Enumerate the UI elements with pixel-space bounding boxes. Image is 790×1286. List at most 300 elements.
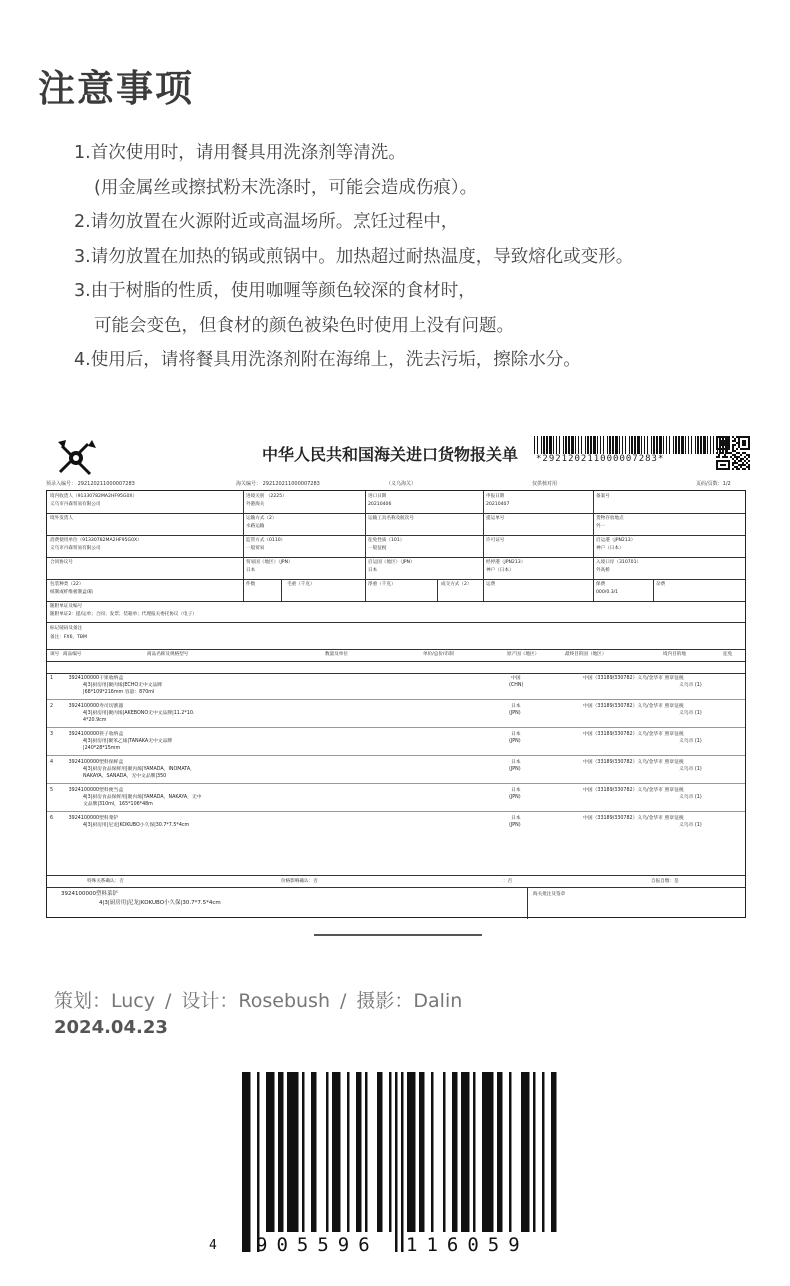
credit-separator: / bbox=[340, 990, 347, 1012]
qr-module bbox=[732, 448, 734, 450]
trade-country-label: 贸易国（地区）（JPN） bbox=[246, 560, 293, 565]
consumer-label: 消费使用单位（91330782MA2HF95G0X） bbox=[50, 538, 142, 543]
customs-sign-label: 海关批注及签章 bbox=[533, 892, 566, 897]
barcode-bar bbox=[389, 1072, 392, 1232]
supervision-value: 一般贸易 bbox=[246, 546, 265, 551]
qr-module bbox=[734, 466, 736, 468]
item-no: 4 bbox=[50, 760, 54, 765]
declaration-barcode bbox=[534, 436, 728, 454]
barcode-bar bbox=[571, 436, 574, 454]
qr-module bbox=[728, 466, 730, 468]
confirm-price: 价格影响确认：否 bbox=[281, 879, 318, 884]
barcode-bar bbox=[407, 1072, 416, 1232]
item-row bbox=[50, 731, 123, 738]
barcode-bar bbox=[673, 436, 674, 454]
qr-module bbox=[748, 436, 750, 438]
supervision-label: 监管方式（0110） bbox=[246, 538, 286, 543]
item-name: 塑料保鲜盒 bbox=[99, 760, 124, 765]
docs-value: 随附单证2：提/运单；合同；发票；装箱单；代理报关委托协议（电子） bbox=[50, 612, 197, 617]
qr-module bbox=[744, 456, 746, 458]
barcode-bar bbox=[622, 436, 623, 454]
page-title: 注意事项 bbox=[38, 67, 194, 110]
barcode-bar bbox=[543, 436, 545, 454]
dest-label: 货物存放地点 bbox=[596, 516, 624, 521]
qr-module bbox=[748, 456, 750, 458]
declaration-table bbox=[46, 490, 746, 918]
dest-value: 外一 bbox=[596, 524, 606, 529]
qr-module bbox=[734, 438, 736, 440]
barcode-bar bbox=[551, 1072, 557, 1232]
barcode-bar bbox=[663, 436, 664, 454]
qr-module bbox=[718, 436, 720, 438]
record-label: 备案号 bbox=[596, 494, 610, 499]
item-dest2: 义乌市 (1) bbox=[679, 823, 702, 828]
item-dest2: 义乌市 (1) bbox=[679, 683, 702, 688]
barcode-bar bbox=[647, 436, 648, 454]
item-spec: 4*20.9cm bbox=[83, 718, 107, 723]
qr-module bbox=[722, 440, 724, 442]
qr-module bbox=[722, 442, 724, 444]
item-row bbox=[50, 759, 123, 766]
entry-point-label: 入境口岸（310701） bbox=[596, 560, 642, 565]
qr-module bbox=[724, 464, 726, 466]
item-dest2: 义乌市 (1) bbox=[679, 739, 702, 744]
qr-module bbox=[716, 462, 718, 464]
item-origin-code: (JPN) bbox=[509, 739, 521, 744]
qr-module bbox=[742, 458, 744, 460]
qr-module bbox=[742, 452, 744, 454]
qr-module bbox=[718, 448, 720, 450]
transport-value: 水路运输 bbox=[246, 524, 265, 529]
qr-module bbox=[748, 442, 750, 444]
via-port-label: 经停港（JPN213） bbox=[486, 560, 526, 565]
barcode-bar bbox=[302, 1072, 305, 1232]
barcode-bar bbox=[356, 1072, 362, 1232]
barcode-bar bbox=[553, 436, 554, 454]
qr-module bbox=[722, 452, 724, 454]
qr-module bbox=[744, 452, 746, 454]
consignee-value: 义乌市丹森贸易有限公司 bbox=[50, 502, 101, 507]
col-destination: 最终目的国（地区） bbox=[565, 652, 607, 657]
qr-module bbox=[736, 456, 738, 458]
bl-label: 提运单号 bbox=[486, 516, 505, 521]
qr-module bbox=[744, 460, 746, 462]
customs-port: （义乌海关） bbox=[386, 481, 417, 487]
note-line: 3.请勿放置在加热的锅或煎锅中。加热超过耐热温度，导致熔化或变形。 bbox=[74, 246, 634, 267]
item-code: 3924100000 bbox=[68, 704, 100, 709]
qr-module bbox=[738, 446, 740, 448]
entry-port-label: 进境关别 （2225） bbox=[246, 494, 287, 499]
barcode-bar bbox=[533, 1072, 536, 1232]
package-label: 包装种类（22） bbox=[50, 582, 84, 587]
qr-module bbox=[724, 454, 726, 456]
item-dest2: 义乌市 (1) bbox=[679, 711, 702, 716]
item-no: 2 bbox=[50, 704, 54, 709]
qr-module bbox=[744, 448, 746, 450]
qr-module bbox=[732, 454, 734, 456]
overseas-label: 境外发货人 bbox=[50, 516, 73, 521]
item-no: 1 bbox=[50, 676, 54, 681]
license-label: 许可证号 bbox=[486, 538, 505, 543]
qr-module bbox=[738, 456, 740, 458]
barcode-bar bbox=[575, 436, 576, 454]
qr-module bbox=[720, 452, 722, 454]
insurance-label: 保费 bbox=[596, 582, 606, 587]
barcode-bar bbox=[656, 436, 658, 454]
credit-designer: 设计：Rosebush bbox=[181, 990, 330, 1012]
item-origin: 中国 bbox=[511, 676, 521, 681]
barcode-bar bbox=[452, 1072, 458, 1232]
barcode-bar bbox=[659, 436, 662, 454]
qr-module bbox=[730, 452, 732, 454]
barcode-bar bbox=[607, 436, 608, 454]
qr-module bbox=[740, 464, 742, 466]
barcode-bar bbox=[563, 436, 564, 454]
item-origin-code: (JPN) bbox=[509, 767, 521, 772]
item-dest: 中国（33189/330782）义乌/金华市 照章征税 bbox=[583, 760, 684, 765]
item-dest2: 义乌市 (1) bbox=[679, 795, 702, 800]
item-spec: 4|3|厨房食品保鲜用|聚丙烯|YAMADA，NAKAYA，无中 bbox=[83, 795, 202, 800]
item-no: 6 bbox=[50, 816, 54, 821]
qr-module bbox=[744, 442, 746, 444]
barcode-bar bbox=[549, 436, 552, 454]
qr-module bbox=[716, 448, 718, 450]
note-line: 2.请勿放置在火源附近或高温场所。烹饪过程中， bbox=[74, 212, 459, 232]
qr-module bbox=[740, 436, 742, 438]
barcode-bar bbox=[625, 436, 626, 454]
qr-module bbox=[738, 442, 740, 444]
qr-module bbox=[728, 446, 730, 448]
qr-module bbox=[744, 440, 746, 442]
qr-module bbox=[720, 444, 722, 446]
qr-module bbox=[732, 462, 734, 464]
qr-module bbox=[728, 462, 730, 464]
trade-country-value: 日本 bbox=[246, 568, 256, 573]
qr-module bbox=[748, 446, 750, 448]
barcode-bar bbox=[401, 1072, 404, 1252]
item-no: 3 bbox=[50, 732, 54, 737]
barcode-bar bbox=[653, 436, 655, 454]
qr-module bbox=[742, 462, 744, 464]
item-origin: 日本 bbox=[511, 816, 521, 821]
consumer-value: 义乌市丹森贸易有限公司 bbox=[50, 546, 101, 551]
barcode-bar bbox=[461, 1072, 470, 1232]
barcode-bar bbox=[581, 436, 582, 454]
insurance-value: 000/0.3/1 bbox=[596, 590, 619, 595]
qr-module bbox=[748, 438, 750, 440]
col-item-name: 商品名称及规格型号 bbox=[147, 652, 189, 657]
pre-entry-number: 预录入编号： 292120211000007283 bbox=[46, 481, 135, 487]
barcode-bar bbox=[431, 1072, 434, 1232]
docs-label: 随附单证及编号 bbox=[50, 604, 83, 609]
item-origin-code: (JPN) bbox=[509, 823, 521, 828]
import-date-value: 20210406 bbox=[368, 502, 392, 507]
barcode-bar bbox=[700, 436, 702, 454]
barcode-bar bbox=[266, 1072, 275, 1232]
qr-module bbox=[724, 468, 726, 470]
qr-module bbox=[738, 468, 740, 470]
confirm-special: 特殊关系确认：否 bbox=[87, 879, 124, 884]
qr-module bbox=[716, 464, 718, 466]
item-no: 5 bbox=[50, 788, 54, 793]
origin-country-label: 启运国（地区）（JPN） bbox=[368, 560, 415, 565]
qr-module bbox=[746, 462, 748, 464]
barcode-bar bbox=[242, 1072, 251, 1252]
qr-module bbox=[740, 460, 742, 462]
barcode-bar bbox=[691, 436, 692, 454]
item-origin: 日本 bbox=[511, 788, 521, 793]
barcode-bar bbox=[559, 436, 560, 454]
barcode-first-digit: 4 bbox=[209, 1238, 217, 1253]
note-line: 4.使用后，请将餐具用洗涤剂附在海绵上，洗去污垢，擦除水分。 bbox=[74, 350, 581, 370]
barcode-bar bbox=[710, 436, 711, 454]
barcode-bar bbox=[637, 436, 640, 454]
qr-module bbox=[722, 468, 724, 470]
barcode-right-digits: 116059 bbox=[406, 1234, 529, 1256]
qr-module bbox=[732, 450, 734, 452]
qr-module bbox=[740, 454, 742, 456]
qr-module bbox=[738, 464, 740, 466]
qr-module bbox=[724, 456, 726, 458]
pieces-label: 件数 bbox=[246, 582, 256, 587]
barcode-bar bbox=[332, 1072, 341, 1232]
qr-module bbox=[734, 454, 736, 456]
qr-module bbox=[744, 444, 746, 446]
barcode-bar bbox=[695, 436, 696, 454]
item-spec: 文品牌|310ml，165*106*48m bbox=[83, 802, 153, 807]
credits bbox=[54, 986, 462, 1013]
qr-module bbox=[716, 466, 718, 468]
barcode-bar bbox=[678, 436, 680, 454]
credit-photographer: 摄影：Dalin bbox=[356, 990, 463, 1012]
qr-module bbox=[746, 454, 748, 456]
qr-module bbox=[736, 436, 738, 438]
item-spec: 4|3|厨房食品保鲜用|聚丙烯|YAMADA，INOMATA， bbox=[83, 767, 195, 772]
entry-point-value: 外高桥 bbox=[596, 568, 610, 573]
qr-module bbox=[726, 468, 728, 470]
barcode-bar bbox=[377, 1072, 383, 1232]
marks-value: 备注：FX6，TBM bbox=[50, 635, 88, 640]
barcode-bar bbox=[703, 436, 706, 454]
confirm-self: 自报自缴：是 bbox=[651, 879, 679, 884]
qr-module bbox=[728, 442, 730, 444]
qr-module bbox=[736, 466, 738, 468]
barcode-bar bbox=[629, 436, 630, 454]
col-item-no: 项号 bbox=[50, 652, 60, 657]
barcode-bar bbox=[347, 1072, 350, 1232]
barcode-bar bbox=[644, 436, 645, 454]
qr-module bbox=[724, 460, 726, 462]
qr-module bbox=[722, 436, 724, 438]
qr-module bbox=[728, 464, 730, 466]
qr-module bbox=[734, 462, 736, 464]
item-origin-code: (JPN) bbox=[509, 711, 521, 716]
page-count: 页码/页数：1/2 bbox=[696, 481, 731, 487]
qr-module bbox=[722, 444, 724, 446]
barcode-bar bbox=[311, 1072, 317, 1232]
item-spec: 4|3|厨房用|聚丙烯|ECHO无中文品牌 bbox=[83, 683, 163, 688]
col-domestic-dest: 境内目的地 bbox=[663, 652, 686, 657]
qr-module bbox=[718, 454, 720, 456]
qr-module bbox=[748, 454, 750, 456]
qr-module bbox=[738, 438, 740, 440]
qr-module bbox=[746, 436, 748, 438]
qr-module bbox=[742, 464, 744, 466]
barcode-bar bbox=[326, 1072, 329, 1232]
publish-date: 2024.04.23 bbox=[54, 1017, 168, 1038]
qr-module bbox=[726, 448, 728, 450]
qr-module bbox=[732, 464, 734, 466]
item-dest: 中国（33189/330782）义乌/金华市 照章征税 bbox=[583, 816, 684, 821]
vessel-label: 运输工具名称及航次号 bbox=[368, 516, 414, 521]
qr-module bbox=[748, 448, 750, 450]
barcode-bar bbox=[509, 1072, 512, 1232]
barcode-bar bbox=[556, 436, 557, 454]
qr-module bbox=[720, 440, 722, 442]
item-name: 寿司切割器 bbox=[99, 704, 124, 709]
qr-module bbox=[728, 438, 730, 440]
item-dest: 中国（33189/330782）义乌/金华市 照章征税 bbox=[583, 732, 684, 737]
barcode-bar bbox=[590, 436, 592, 454]
barcode-bar bbox=[578, 436, 579, 454]
barcode-bar bbox=[707, 436, 708, 454]
qr-module bbox=[746, 458, 748, 460]
qr-module bbox=[726, 436, 728, 438]
col-item-code: 商品编号 bbox=[63, 652, 82, 657]
qr-module bbox=[742, 448, 744, 450]
qr-module bbox=[748, 464, 750, 466]
barcode-bar bbox=[603, 436, 604, 454]
depart-port-value: 神户（日本） bbox=[596, 546, 624, 551]
qr-module bbox=[726, 460, 728, 462]
qr-module bbox=[728, 468, 730, 470]
marks-label: 标记唛码及备注 bbox=[50, 626, 83, 631]
item-name: 筷子收纳盒 bbox=[99, 732, 124, 737]
item-row bbox=[50, 787, 123, 794]
qr-module bbox=[728, 436, 730, 438]
qr-module bbox=[720, 442, 722, 444]
care-notes bbox=[74, 136, 633, 378]
item-origin: 日本 bbox=[511, 760, 521, 765]
barcode-bar bbox=[651, 436, 652, 454]
col-tax: 征免 bbox=[723, 652, 733, 657]
divider bbox=[314, 934, 482, 936]
qr-module bbox=[716, 456, 718, 458]
item-spec: |68*109*216mm 容量：870ml bbox=[83, 690, 155, 695]
item-dest: 中国（33189/330782）义乌/金华市 照章征税 bbox=[583, 704, 684, 709]
qr-module bbox=[722, 456, 724, 458]
item-name: 塑料菜铲 bbox=[99, 816, 119, 821]
qr-module bbox=[724, 448, 726, 450]
qr-module bbox=[728, 460, 730, 462]
qr-module bbox=[742, 444, 744, 446]
qr-module bbox=[716, 460, 718, 462]
barcode-bar bbox=[669, 436, 670, 454]
item-name: 干果收纳盒 bbox=[99, 676, 124, 681]
note-line: (用金属丝或擦拭粉末洗涤时，可能会造成伤痕）。 bbox=[94, 177, 478, 198]
bottom-item-line: 4|3|厨房用|尼龙|KOKUBO小久保|30.7*7.5*4cm bbox=[99, 900, 221, 906]
note-line: 1.首次使用时，请用餐具用洗涤剂等清洗。 bbox=[74, 143, 406, 163]
qr-module bbox=[740, 466, 742, 468]
qr-module bbox=[720, 468, 722, 470]
qr-module bbox=[720, 460, 722, 462]
barcode-bar bbox=[612, 436, 614, 454]
barcode-bar bbox=[537, 436, 538, 454]
item-origin: 日本 bbox=[511, 704, 521, 709]
customs-declaration-image bbox=[44, 432, 750, 920]
qr-module bbox=[734, 450, 736, 452]
net-label: 净重（千克） bbox=[368, 582, 396, 587]
qr-module bbox=[732, 468, 734, 470]
gross-label: 毛重（千克） bbox=[287, 582, 315, 587]
barcode-bar bbox=[541, 436, 542, 454]
qr-module bbox=[732, 440, 734, 442]
barcode-bar bbox=[631, 436, 633, 454]
barcode-bar bbox=[585, 436, 586, 454]
confirm-royalty: ：否 bbox=[503, 879, 513, 884]
item-spec: 4|3|厨房用|聚苯乙烯|TANAKA无中文品牌 bbox=[83, 739, 173, 744]
terms-label: 成交方式（2） bbox=[441, 582, 472, 587]
qr-module bbox=[734, 440, 736, 442]
qr-module bbox=[718, 460, 720, 462]
qr-module bbox=[738, 452, 740, 454]
qr-module bbox=[736, 468, 738, 470]
customs-number: 海关编号： 292120211000007283 bbox=[236, 481, 320, 487]
qr-module bbox=[736, 458, 738, 460]
item-code: 3924100000 bbox=[68, 760, 100, 765]
declaration-barcode-text: *292120211000007283* bbox=[536, 454, 665, 464]
qr-module bbox=[742, 436, 744, 438]
bottom-item-line: 3924100000塑料菜铲 bbox=[61, 891, 118, 897]
barcode-bar bbox=[587, 436, 589, 454]
qr-module bbox=[742, 468, 744, 470]
credit-planner: 策划：Lucy bbox=[54, 990, 155, 1012]
col-price: 单价/总价/币制 bbox=[423, 652, 454, 657]
transport-label: 运输方式（2） bbox=[246, 516, 277, 521]
qr-module bbox=[734, 460, 736, 462]
item-spec: 4|3|厨房用|聚丙烯|AKEBONO无中文品牌|11.2*10. bbox=[83, 711, 195, 716]
barcode-bar bbox=[521, 1072, 530, 1232]
qr-module bbox=[736, 462, 738, 464]
qr-module bbox=[730, 456, 732, 458]
qr-module bbox=[716, 452, 718, 454]
note-line: 可能会变色，但食材的颜色被染色时使用上没有问题。 bbox=[94, 315, 514, 336]
barcode-bar bbox=[534, 436, 535, 454]
declare-date-label: 申报日期 bbox=[486, 494, 505, 499]
tax-label: 征免性质（101） bbox=[368, 538, 405, 543]
qr-module bbox=[716, 468, 718, 470]
barcode-bar bbox=[497, 1072, 503, 1232]
qr-module bbox=[746, 448, 748, 450]
barcode-bar bbox=[634, 436, 636, 454]
contract-label: 合同协议号 bbox=[50, 560, 73, 565]
qr-module bbox=[728, 448, 730, 450]
item-origin-code: (JPN) bbox=[509, 795, 521, 800]
qr-module bbox=[744, 468, 746, 470]
barcode-bar bbox=[619, 436, 620, 454]
qr-module bbox=[736, 448, 738, 450]
barcode-left-digits: 905596 bbox=[256, 1234, 379, 1256]
qr-module bbox=[748, 444, 750, 446]
qr-module bbox=[720, 464, 722, 466]
note-line: 3.由于树脂的性质，使用咖喱等颜色较深的食材时， bbox=[74, 281, 476, 301]
barcode-bar bbox=[593, 436, 596, 454]
consignee-label: 境内收货人（91330782MA2HF95G0X） bbox=[50, 494, 138, 499]
barcode-bar bbox=[697, 436, 699, 454]
qr-module bbox=[736, 442, 738, 444]
barcode-bar bbox=[685, 436, 686, 454]
item-spec: NAKAYA，SANADA，无中文品牌|350 bbox=[83, 774, 167, 779]
